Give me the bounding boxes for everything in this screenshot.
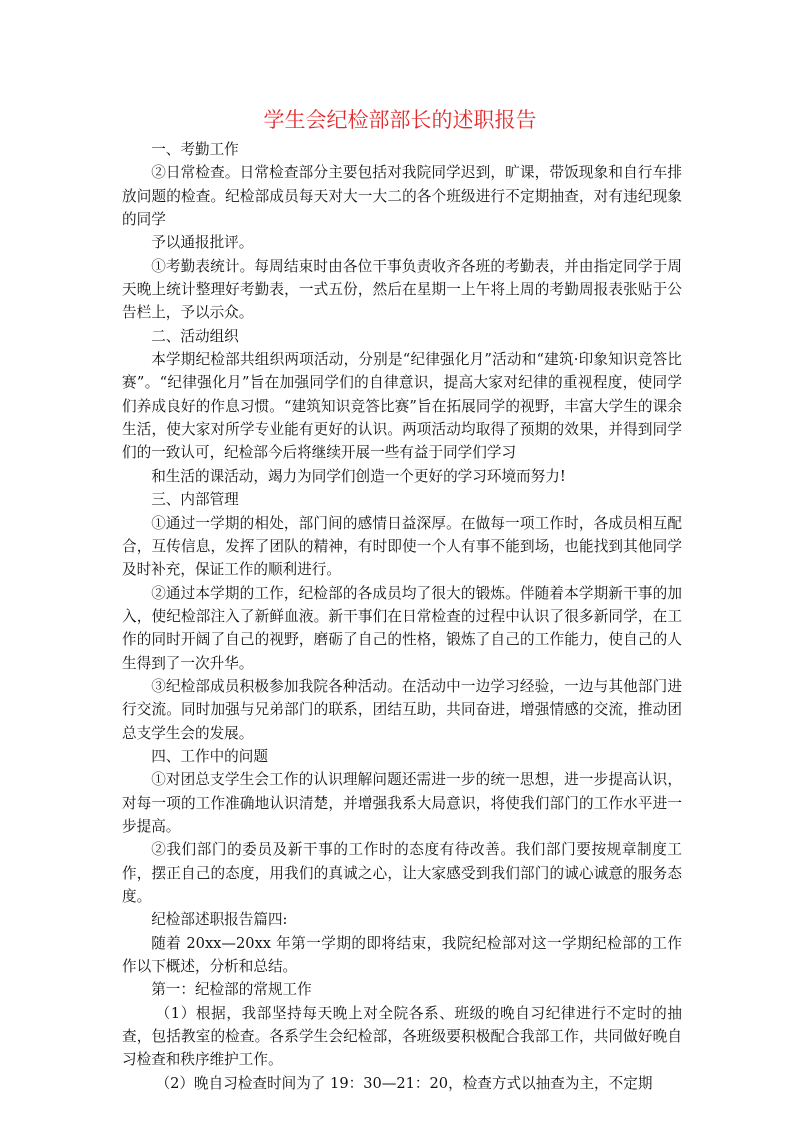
paragraph-criticism: 予以通报批评。 — [151, 234, 254, 252]
section-heading-internal: 三、内部管理 — [151, 491, 239, 509]
paragraph-attendance-stats: ①考勤表统计。每周结束时由各位干事负责收齐各班的考勤表，并由指定同学于周天晚上统计整理好考勤表，一式五份，然后在星期一上午将上周的考勤周报表张贴于公告栏上，予以示众。 — [122, 257, 682, 322]
paragraph-activities-cont: 和生活的课活动，竭力为同学们创造一个更好的学习环境而努力! — [151, 467, 566, 485]
paragraph-internal-3: ③纪检部成员积极参加我院各种活动。在活动中一边学习经验，一边与其他部门进行交流。同时加强与兄弟部门的联系，团结互助，共同奋进，增强情感的交流，推动团总支学生会的发展。 — [122, 677, 682, 742]
paragraph-report-four-intro: 随着 20xx—20xx 年第一学期的即将结束，我院纪检部对这一学期纪检部的工作作以下概述，分析和总结。 — [122, 934, 682, 976]
paragraph-internal-2: ②通过本学期的工作，纪检部的各成员均了很大的锻炼。伴随着本学期新干事的加入，使纪检部注入了新鲜血液。新干事们在日常检查的过程中认识了很多新同学，在工作的同时开阔了自己的视野，磨砺了自己的性格，锻炼了自己的工作能力，使自己的人生得到了一次升华。 — [122, 584, 682, 672]
paragraph-problem-1: ①对团总支学生会工作的认识理解问题还需进一步的统一思想，进一步提高认识，对每一项的工作准确地认识清楚，并增强我系大局意识，将使我们部门的工作水平进一步提高。 — [122, 771, 682, 835]
section-heading-activities: 二、活动组织 — [151, 327, 239, 345]
paragraph-routine-heading: 第一：纪检部的常规工作 — [151, 981, 312, 999]
paragraph-routine-2: （2）晚自习检查时间为了 19：30—21：20，检查方式以抽查为主，不定期 — [155, 1074, 653, 1092]
paragraph-problem-2: ②我们部门的委员及新干事的工作时的态度有待改善。我们部门要按规章制度工作，摆正自己的态度，用我们的真诚之心，让大家感受到我们部门的诚心诚意的服务态度。 — [122, 841, 682, 905]
section-heading-attendance: 一、考勤工作 — [151, 141, 239, 158]
paragraph-report-four-heading: 纪检部述职报告篇四: — [151, 911, 288, 929]
paragraph-routine-1: （1）根据，我部坚持每天晚上对全院各系、班级的晚自习纪律进行不定时的抽查，包括教室的检查。各系学生会纪检部，各班级要积极配合我部工作，共同做好晚自习检查和秩序维护工作。 — [122, 1004, 682, 1069]
paragraph-internal-1: ①通过一学期的相处，部门间的感情日益深厚。在做每一项工作时，各成员相互配合，互传信息，发挥了团队的精神，有时即使一个人有事不能到场，也能找到其他同学及时补充，保证工作的顺利进行。 — [122, 514, 682, 579]
section-heading-problems: 四、工作中的问题 — [151, 747, 268, 765]
paragraph-daily-check: ②日常检查。日常检查部分主要包括对我院同学迟到，旷课，带饭现象和自行车排放问题的检查。纪检部成员每天对大一大二的各个班级进行不定期抽查，对有违纪现象的同学 — [122, 164, 682, 229]
paragraph-activities: 本学期纪检部共组织两项活动，分别是“纪律强化月”活动和“建筑·印象知识竞答比赛”。“纪律强化月”旨在加强同学们的自律意识，提高大家对纪律的重视程度，使同学们养成良好的作息习惯。“建筑知识竞答比赛”旨在拓展同学的视野，丰富大学生的课余生活，使大家对所学专业能有更好的认识。两项活动均取得了预期的效果，并得到同学们的一致认可，纪检部今后将继续开展一些有益于同学们学习 — [122, 351, 682, 462]
document-title: 学生会纪检部部长的述职报告 — [263, 108, 537, 132]
document-body — [122, 138, 682, 1095]
